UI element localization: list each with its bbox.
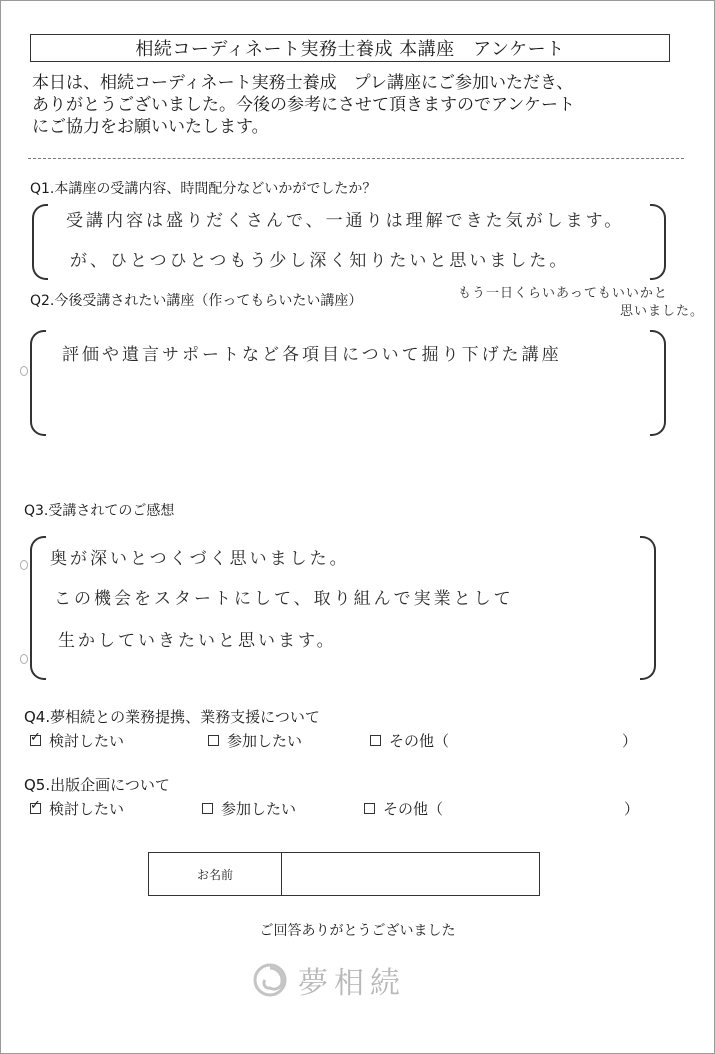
q1-answer-line: が、ひとつひとつもう少し深く知りたいと思いました。 [70,251,570,271]
intro-line: 本日は、相続コーディネート実務士養成 プレ講座にご参加いただき、 [32,73,574,93]
q5-option-other[interactable] [364,798,443,819]
q3-answer-line: 奥が深いとつくづく思いました。 [50,549,350,569]
name-field[interactable] [282,853,539,895]
q2-bracket-right [650,330,666,436]
other-close-paren: ） [624,800,640,818]
q3-bracket-left [30,536,46,680]
q5-options [30,798,650,820]
checkbox-icon[interactable] [370,735,381,746]
q5-option-participate[interactable] [202,798,296,819]
q1-note-line: 思いました。 [620,304,705,319]
checkbox-icon[interactable] [208,735,219,746]
q1-bracket-right [650,204,666,280]
name-field-table [148,852,540,896]
intro-text [32,72,682,138]
intro-line: にご協力をお願いいたします。 [32,117,269,137]
checkbox-icon[interactable] [202,803,213,814]
q1-bracket-left [32,204,48,280]
q4-option-consider[interactable] [30,730,124,751]
divider [28,158,684,159]
option-label: 参加したい [227,732,303,750]
intro-line: ありがとうございました。今後の参考にさせて頂きますのでアンケート [32,95,575,115]
option-label: その他（ [389,732,450,750]
logo-swirl-icon [252,962,288,998]
survey-title [30,34,670,62]
option-label: 参加したい [221,800,297,818]
q3-label: Q3.受講されてのご感想 [24,503,175,519]
q1-answer-line: 受講内容は盛りだくさんで、一通りは理解できた気がします。 [66,211,625,231]
q3-answer-line: この機会をスタートにして、取り組んで実業として [54,589,514,609]
option-label: 検討したい [49,800,125,818]
logo-text: 夢相続 [298,966,406,1001]
option-label: その他（ [383,800,444,818]
q1-label: Q1.本講座の受講内容、時間配分などいかがでしたか？ [30,181,377,197]
option-label: 検討したい [49,732,125,750]
thanks-text: ご回答ありがとうございました [259,923,456,939]
survey-title-text: 相続コーディネート実務士養成 本講座 アンケート [135,39,565,60]
q5-option-consider[interactable] [30,798,124,819]
q5-label: Q5.出版企画について [24,776,170,794]
checkbox-icon[interactable] [30,735,41,746]
other-close-paren: ） [622,732,638,750]
q4-options [30,730,650,752]
name-label: お名前 [149,853,282,895]
margin-mark [20,560,28,570]
q4-label: Q4.夢相続との業務提携、業務支援について [24,708,320,726]
q2-label: Q2.今後受講されたい講座（作ってもらいたい講座） [30,293,363,309]
q3-bracket-right [640,536,656,680]
q2-bracket-left [30,330,46,436]
q1-note-line: もう一日くらいあってもいいかと [458,286,668,301]
checkbox-icon[interactable] [364,803,375,814]
q4-option-other[interactable] [370,730,449,751]
q2-answer-line: 評価や遺言サポートなど各項目について掘り下げた講座 [62,345,562,365]
q3-answer-line: 生かしていきたいと思います。 [58,631,337,651]
margin-mark [20,654,28,664]
logo [252,958,406,1002]
checkbox-icon[interactable] [30,803,41,814]
margin-mark [20,366,28,376]
q4-option-participate[interactable] [208,730,302,751]
